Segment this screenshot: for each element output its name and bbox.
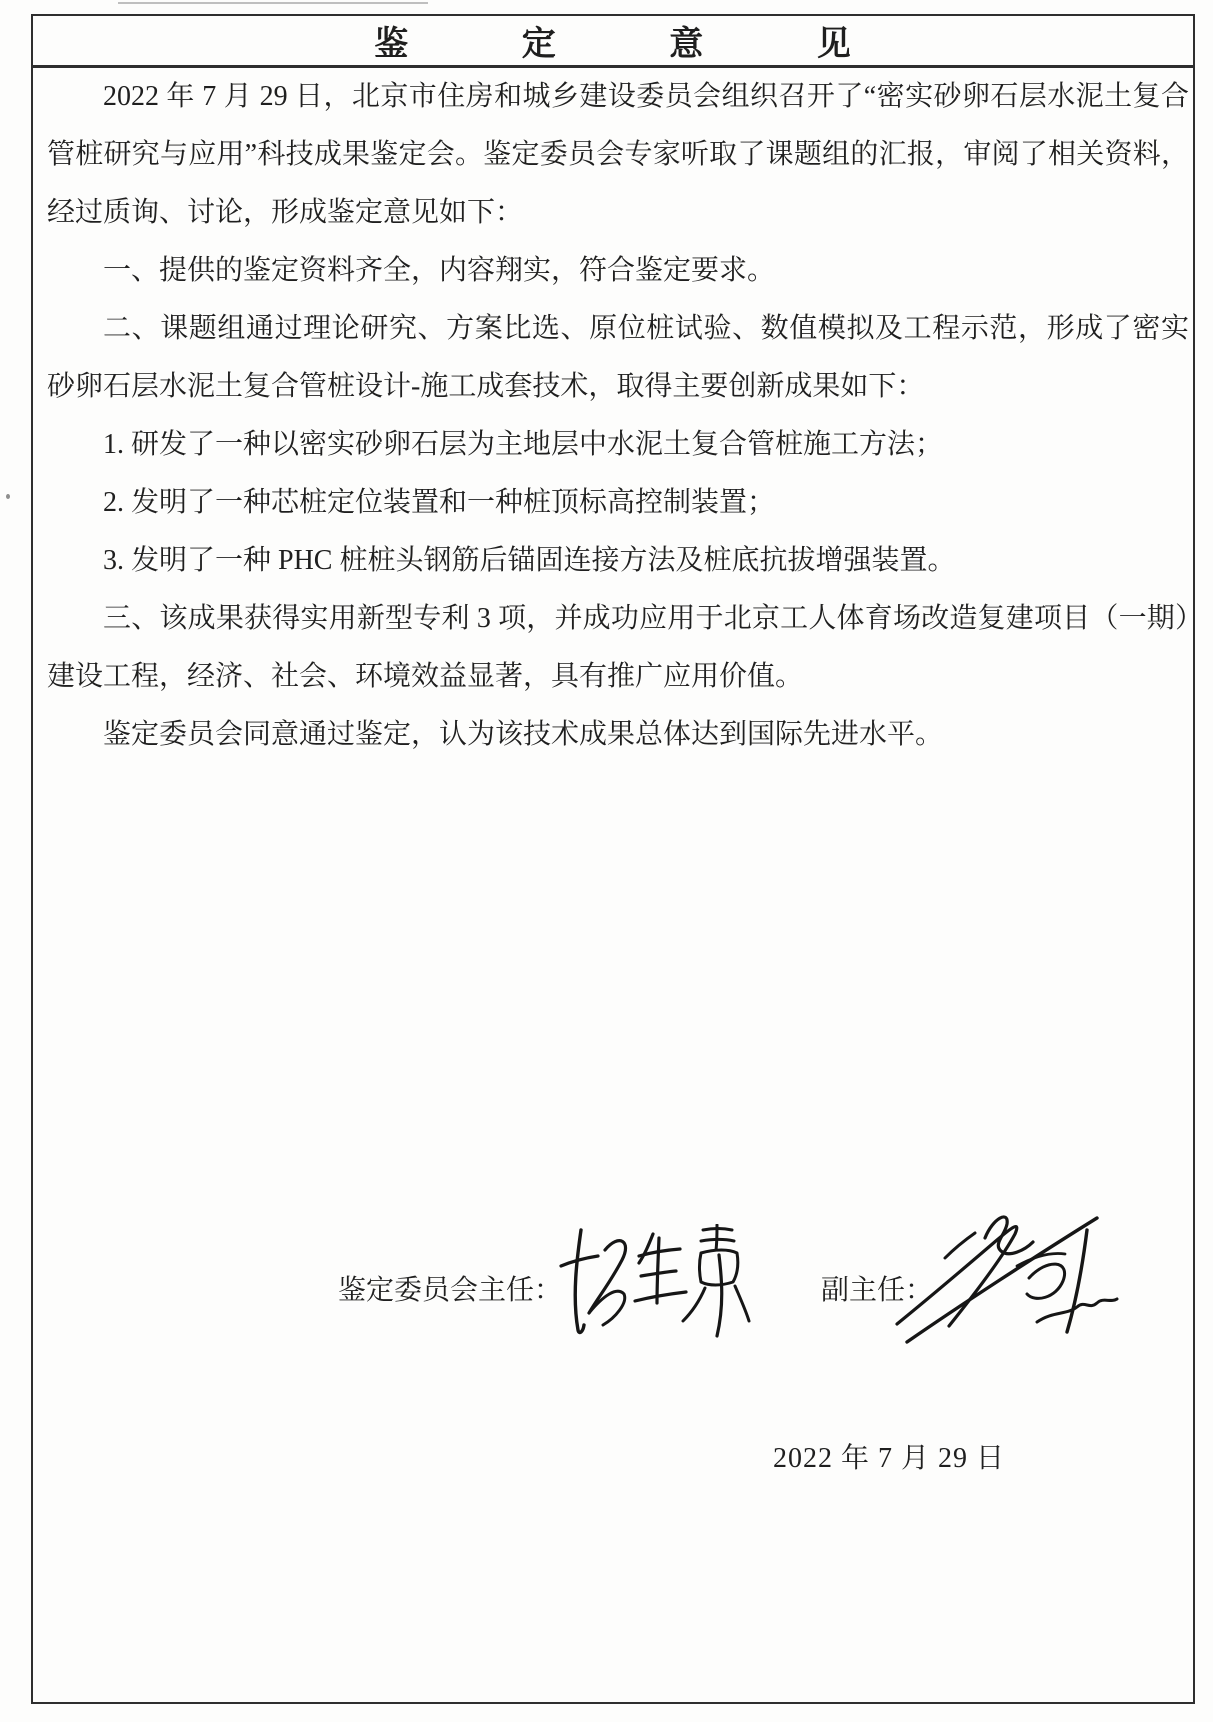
scan-artifact-top-edge bbox=[118, 2, 428, 4]
title-box bbox=[33, 16, 1193, 68]
paragraph-item-2: 二、课题组通过理论研究、方案比选、原位桩试验、数值模拟及工程示范，形成了密实砂卵石层水泥土复合管桩设计-施工成套技术，取得主要创新成果如下： bbox=[47, 313, 1189, 402]
vice-chairman-signature bbox=[889, 1202, 1121, 1354]
vice-chairman-label: 副主任： bbox=[821, 1275, 934, 1306]
document-body bbox=[47, 68, 1189, 764]
paragraph-item-1: 一、提供的鉴定资料齐全，内容翔实，符合鉴定要求。 bbox=[103, 255, 776, 286]
scan-speckle bbox=[6, 494, 10, 499]
paragraph-subitem-2: 2. 发明了一种芯桩定位装置和一种桩顶标高控制装置； bbox=[103, 487, 776, 518]
paragraph-intro: 2022 年 7 月 29 日，北京市住房和城乡建设委员会组织召开了“密实砂卵石层水泥土复合管桩研究与应用”科技成果鉴定会。鉴定委员会专家听取了课题组的汇报，审阅了相关资料，经过质询、讨论，形成鉴定意见如下： bbox=[47, 81, 1189, 228]
paragraph-subitem-3: 3. 发明了一种 PHC 桩桩头钢筋后锚固连接方法及桩底抗拔增强装置。 bbox=[103, 545, 956, 576]
paragraph-subitem-1: 1. 研发了一种以密实砂卵石层为主地层中水泥土复合管桩施工方法； bbox=[103, 429, 944, 460]
page-title: 鉴 定 意 见 bbox=[374, 26, 852, 63]
paragraph-conclusion: 鉴定委员会同意通过鉴定，认为该技术成果总体达到国际先进水平。 bbox=[103, 719, 944, 750]
document-date: 2022 年 7 月 29 日 bbox=[773, 1443, 1006, 1474]
chairman-label: 鉴定委员会主任： bbox=[338, 1275, 563, 1306]
chairman-signature bbox=[551, 1224, 751, 1342]
document-border-frame bbox=[31, 14, 1195, 1704]
paragraph-item-3: 三、该成果获得实用新型专利 3 项，并成功应用于北京工人体育场改造复建项目（一期）建设工程，经济、社会、环境效益显著，具有推广应用价值。 bbox=[47, 603, 1189, 692]
